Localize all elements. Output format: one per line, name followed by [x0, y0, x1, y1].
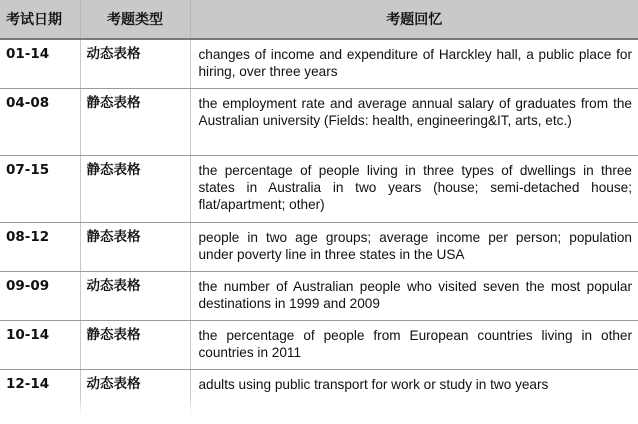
table-row [0, 223, 638, 272]
exam-date: 01-14 [0, 39, 80, 89]
header-exam-date: 考试日期 [0, 0, 80, 39]
exam-date: 04-08 [0, 89, 80, 156]
header-question-recall: 考题回忆 [190, 0, 638, 39]
question-type: 静态表格 [80, 89, 190, 156]
exam-date: 07-15 [0, 156, 80, 223]
question-type: 静态表格 [80, 321, 190, 370]
exam-date: 09-09 [0, 272, 80, 321]
question-recall: the number of Australian people who visited seven the most popular destinations in 1999 and 2009 [190, 272, 638, 321]
question-type: 动态表格 [80, 370, 190, 419]
exam-date: 10-14 [0, 321, 80, 370]
question-recall: adults using public transport for work or study in two years [190, 370, 638, 419]
question-type: 静态表格 [80, 156, 190, 223]
table-row [0, 89, 638, 156]
question-recall: the employment rate and average annual salary of graduates from the Australian university (Fields: health, engineering&IT, arts, etc.) [190, 89, 638, 156]
exam-date: 08-12 [0, 223, 80, 272]
table-row [0, 156, 638, 223]
table-row [0, 321, 638, 370]
question-recall: the percentage of people living in three types of dwellings in three states in Australia in two years (house; semi-detached house; flat/apartment; other) [190, 156, 638, 223]
table-row [0, 39, 638, 89]
question-recall: the percentage of people from European countries living in other countries in 2011 [190, 321, 638, 370]
table-row [0, 370, 638, 419]
question-recall: people in two age groups; average income per person; population under poverty line in three states in the USA [190, 223, 638, 272]
question-recall: changes of income and expenditure of Harckley hall, a public place for hiring, over three years [190, 39, 638, 89]
question-type: 静态表格 [80, 223, 190, 272]
header-row [0, 0, 638, 39]
exam-date: 12-14 [6, 376, 50, 392]
table-row [0, 272, 638, 321]
header-question-type: 考题类型 [80, 0, 190, 39]
question-type: 动态表格 [80, 39, 190, 89]
question-type: 动态表格 [80, 272, 190, 321]
